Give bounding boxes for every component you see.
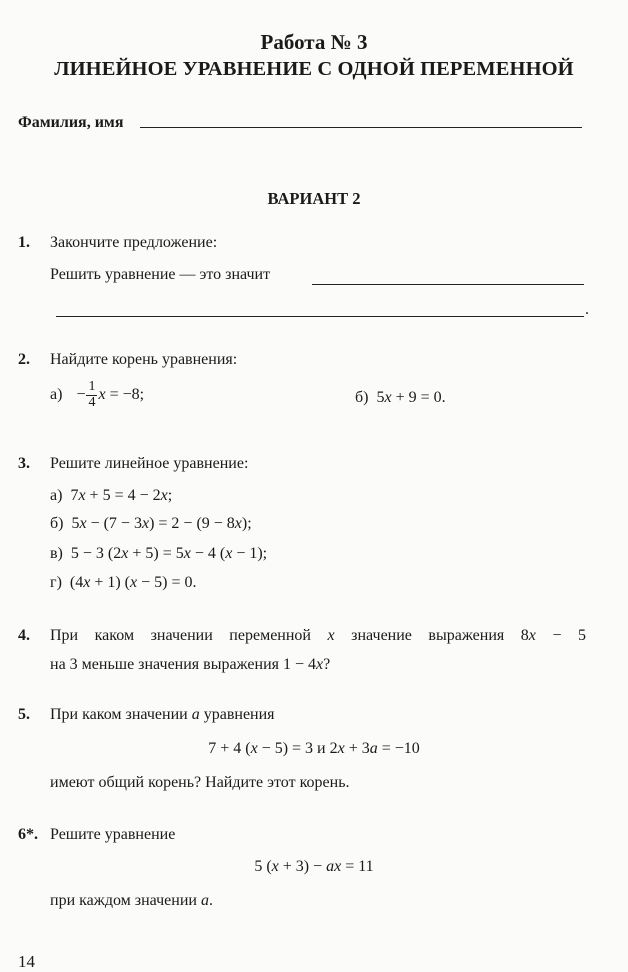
item-label: г) <box>50 574 62 591</box>
task-6-after <box>50 892 213 910</box>
task-1-answer-line-1[interactable] <box>312 284 584 285</box>
task-3c <box>50 545 267 563</box>
fraction-denominator: 4 <box>88 394 96 410</box>
task-2b-pre: 5 <box>376 389 385 406</box>
task-6-after-var: a <box>200 892 209 909</box>
task-4-line1-mid: значение выражения 8 <box>334 627 529 644</box>
task-3b <box>50 515 252 533</box>
task-4-line2-post: ? <box>323 656 331 673</box>
task-2a-rest: = −8; <box>109 385 145 403</box>
task-2b-post: + 9 = 0. <box>391 389 446 406</box>
task-4-line2-var: x <box>316 656 324 673</box>
fraction-numerator: 1 <box>88 379 96 394</box>
task-4-line-2 <box>50 656 330 674</box>
task-5-number: 5. <box>18 706 30 723</box>
task-4-line1-post: − 5 <box>535 627 586 644</box>
task-2a <box>50 380 144 410</box>
task-4-number: 4. <box>18 627 30 644</box>
task-3-number: 3. <box>18 455 30 472</box>
task-6-number: 6*. <box>18 826 38 843</box>
page-number: 14 <box>18 952 35 971</box>
task-1-text: Закончите предложение: <box>50 234 218 251</box>
variant-heading: ВАРИАНТ 2 <box>267 189 361 208</box>
task-2a-var: x <box>98 385 106 403</box>
task-5-pre: При каком значении <box>50 706 192 723</box>
item-expr: 5 − 3 (2x + 5) = 5x − 4 (x − 1); <box>70 545 268 562</box>
task-2a-fraction <box>86 380 97 410</box>
task-4-line1-var2: x <box>528 627 536 644</box>
topic-title: ЛИНЕЙНОЕ УРАВНЕНИЕ С ОДНОЙ ПЕРЕМЕННОЙ <box>54 58 574 80</box>
task-5-post: уравнения <box>199 706 275 723</box>
task-5-text <box>50 706 275 724</box>
item-expr: 7x + 5 = 4 − 2x; <box>70 487 173 504</box>
task-4-line-1-full <box>50 627 586 645</box>
task-2b-var: x <box>384 389 392 406</box>
task-6-text: Решите уравнение <box>50 826 176 843</box>
task-1-end-mark: . <box>585 301 589 318</box>
task-5-equation: 7 + 4 (x − 5) = 3 и 2x + 3a = −10 <box>208 740 420 757</box>
task-1-answer-line-2[interactable] <box>56 316 584 317</box>
task-3-text: Решите линейное уравнение: <box>50 455 249 472</box>
task-2b <box>355 389 446 407</box>
name-label: Фамилия, имя <box>18 114 124 131</box>
task-1-sentence: Решить уравнение — это значит <box>50 266 271 283</box>
task-6-equation: 5 (x + 3) − ax = 11 <box>254 858 374 875</box>
task-2-number: 2. <box>18 351 30 368</box>
item-label: в) <box>50 545 63 562</box>
task-2a-minus: − <box>76 385 86 403</box>
task-3d <box>50 574 197 592</box>
task-6-after-post: . <box>208 892 213 909</box>
task-2a-label: а) <box>50 385 63 403</box>
name-answer-line[interactable] <box>140 127 582 128</box>
task-6-after-pre: при каждом значении <box>50 892 201 909</box>
item-expr: (4x + 1) (x − 5) = 0. <box>69 574 197 591</box>
item-expr: 5x − (7 − 3x) = 2 − (9 − 8x); <box>71 515 252 532</box>
task-3a <box>50 487 172 505</box>
task-4-line2-pre: на 3 меньше значения выражения 1 − 4 <box>50 656 317 673</box>
task-2b-label: б) <box>355 389 369 406</box>
task-2-text: Найдите корень уравнения: <box>50 351 238 368</box>
task-5-after: имеют общий корень? Найдите этот корень. <box>50 774 350 791</box>
item-label: б) <box>50 515 64 532</box>
item-label: а) <box>50 487 63 504</box>
work-title: Работа № 3 <box>260 30 368 54</box>
task-4-line1-pre: При каком значении переменной <box>50 627 328 644</box>
task-1-number: 1. <box>18 234 30 251</box>
task-5-var: a <box>191 706 200 723</box>
task-4-line1-var: x <box>327 627 335 644</box>
